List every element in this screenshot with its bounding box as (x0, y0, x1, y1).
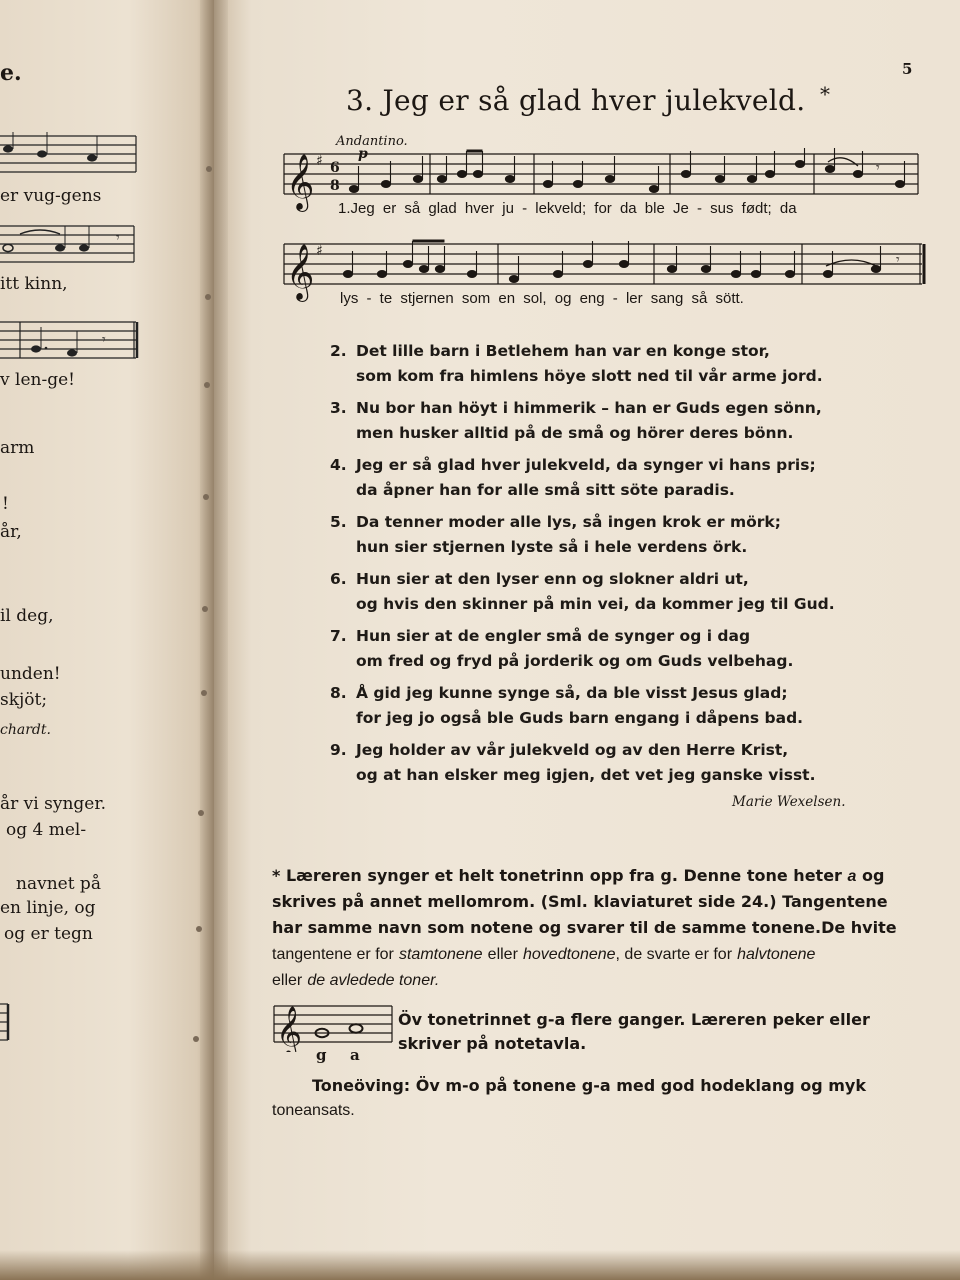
tone-exercise-end: toneansats. (272, 1102, 355, 1119)
verse-line-1: Da tenner moder alle lys, så ingen krok er mörk; (356, 513, 781, 531)
verse-number: 6. (330, 570, 347, 588)
left-staff-fragment-3 (0, 318, 140, 364)
left-line: arm (0, 438, 35, 458)
verse-number: 8. (330, 684, 347, 702)
verse (330, 741, 910, 798)
verse-number: 9. (330, 741, 347, 759)
verse (330, 684, 910, 741)
footnote-text: * Læreren synger et helt tonetrinn opp fra g. Denne tone heter (272, 866, 842, 885)
binding-stitch (203, 494, 209, 500)
verse-line-1: Jeg er så glad hver julekveld, da synger vi hans pris; (356, 456, 816, 474)
book-bottom-edge (0, 1250, 960, 1280)
lyrics-line-2: lys - te stjernen som en sol, og eng - ler sang så sött. (340, 290, 744, 307)
verse-line-2: om fred og fryd på jorderik og om Guds velbehag. (356, 652, 794, 670)
left-page (0, 0, 214, 1280)
exercise-line-2: skriver på notetavla. (398, 1034, 587, 1053)
left-line: navnet på (16, 874, 101, 894)
left-staff-fragment-1 (0, 132, 140, 176)
left-line: år vi synger. (0, 794, 106, 814)
footnote-term: hovedtonene (523, 946, 616, 963)
footnote-term: stamtonene (398, 946, 483, 963)
verse (330, 456, 910, 513)
verse-line-1: Å gid jeg kunne synge så, da ble visst Jesus glad; (356, 684, 788, 702)
footnote-line-4 (272, 944, 960, 964)
svg-text:♯: ♯ (316, 153, 323, 169)
verse-number: 3. (330, 399, 347, 417)
exercise-line-1: Öv tonetrinnet g-a flere ganger. Læreren peker eller (398, 1010, 870, 1029)
verse-line-1: Hun sier at den lyser enn og slokner aldri ut, (356, 570, 749, 588)
title-asterisk: * (820, 82, 830, 106)
left-line: en linje, og (0, 898, 96, 918)
left-line: unden! (0, 664, 61, 684)
verse-line-2: men husker alltid på de små og hörer deres bönn. (356, 424, 794, 442)
example-staff (272, 1000, 396, 1056)
footnote-text: tangentene er for (272, 946, 394, 963)
tone-exercise: Toneöving: Öv m-o på tonene g-a med god hodeklang og myk (312, 1076, 866, 1095)
dynamic-marking: p (358, 146, 368, 162)
left-line: er vug-gens (0, 186, 102, 206)
footnote-line-3: har samme navn som notene og svarer til de samme tonene.De hvite (272, 918, 897, 937)
verse-line-1: Hun sier at de engler små de synger og i dag (356, 627, 751, 645)
left-line: år, (0, 522, 22, 542)
footnote-text: eller (487, 946, 518, 963)
verse-line-2: som kom fra himlens höye slott ned til vår arme jord. (356, 367, 823, 385)
lyrics-line-1: 1.Jeg er så glad hver ju - lekveld; for da ble Je - sus født; da (338, 200, 797, 217)
footnote-text: , de svarte er for (615, 946, 733, 963)
verse (330, 342, 910, 399)
binding-stitch (196, 926, 202, 932)
binding-stitch (198, 810, 204, 816)
left-line: v len-ge! (0, 370, 75, 390)
verse-line-1: Det lille barn i Betlehem han var en konge stor, (356, 342, 770, 360)
author-credit: Marie Wexelsen. (732, 794, 846, 810)
verse-number: 4. (330, 456, 347, 474)
book-gutter (200, 0, 228, 1280)
svg-text:𝄾: 𝄾 (876, 160, 880, 176)
left-staff-fragment-4 (0, 1000, 12, 1044)
verse-line-2: og at han elsker meg igjen, det vet jeg ganske visst. (356, 766, 816, 784)
left-line: og er tegn (4, 924, 93, 944)
left-line-author: chardt. (0, 722, 51, 738)
page-number: 5 (902, 60, 913, 78)
footnote-note-name: a (847, 868, 857, 885)
verse-line-2: og hvis den skinner på min vei, da kommer jeg til Gud. (356, 595, 835, 613)
binding-stitch (206, 166, 212, 172)
left-line: skjöt; (0, 690, 48, 710)
binding-stitch (201, 690, 207, 696)
left-line: il deg, (0, 606, 54, 626)
song-title: 3. Jeg er så glad hver julekveld. (346, 84, 806, 117)
verse-line-1: Nu bor han höyt i himmerik – han er Guds egen sönn, (356, 399, 822, 417)
footnote-text: eller (272, 972, 303, 989)
verse (330, 570, 910, 627)
footnote-term: de avledede toner. (307, 972, 440, 989)
left-line: itt kinn, (0, 274, 68, 294)
binding-stitch (193, 1036, 199, 1042)
note-label-a: a (350, 1046, 360, 1064)
verse-line-1: Jeg holder av vår julekveld og av den Herre Krist, (356, 741, 789, 759)
binding-stitch (202, 606, 208, 612)
verse-line-2: da åpner han for alle små sitt söte paradis. (356, 481, 735, 499)
footnote-line-5 (272, 970, 960, 990)
binding-stitch (204, 382, 210, 388)
verse-number: 2. (330, 342, 347, 360)
svg-text:𝄾: 𝄾 (102, 332, 106, 348)
left-staff-fragment-2 (0, 222, 140, 272)
verse-number: 5. (330, 513, 347, 531)
footnote-term: halvtonene (737, 946, 816, 963)
left-line: og 4 mel- (6, 820, 87, 840)
svg-text:𝄞: 𝄞 (286, 244, 315, 300)
verse (330, 627, 910, 684)
svg-text:6: 6 (330, 160, 340, 176)
left-page-header-fragment: e. (0, 60, 22, 86)
svg-text:𝄞: 𝄞 (286, 154, 315, 210)
verses-list (330, 342, 910, 798)
footnote-text: og (862, 866, 885, 885)
svg-text:𝄞: 𝄞 (276, 1006, 303, 1052)
left-line: ! (2, 494, 9, 514)
binding-stitch (205, 294, 211, 300)
footnote-line-1 (272, 866, 960, 886)
footnote-line-2: skrives på annet mellomrom. (Sml. klaviaturet side 24.) Tangentene (272, 892, 888, 911)
svg-text:8: 8 (330, 178, 340, 194)
verse (330, 399, 910, 456)
svg-text:𝄾: 𝄾 (116, 230, 120, 246)
svg-text:𝄾: 𝄾 (896, 252, 900, 268)
tempo-marking: Andantino. (336, 134, 408, 149)
verse-line-2: for jeg jo også ble Guds barn engang i dåpens bad. (356, 709, 804, 727)
note-label-g: g (316, 1046, 327, 1064)
verse-number: 7. (330, 627, 347, 645)
verse-line-2: hun sier stjernen lyste så i hele verdens örk. (356, 538, 748, 556)
verse (330, 513, 910, 570)
svg-text:♯: ♯ (316, 243, 323, 259)
